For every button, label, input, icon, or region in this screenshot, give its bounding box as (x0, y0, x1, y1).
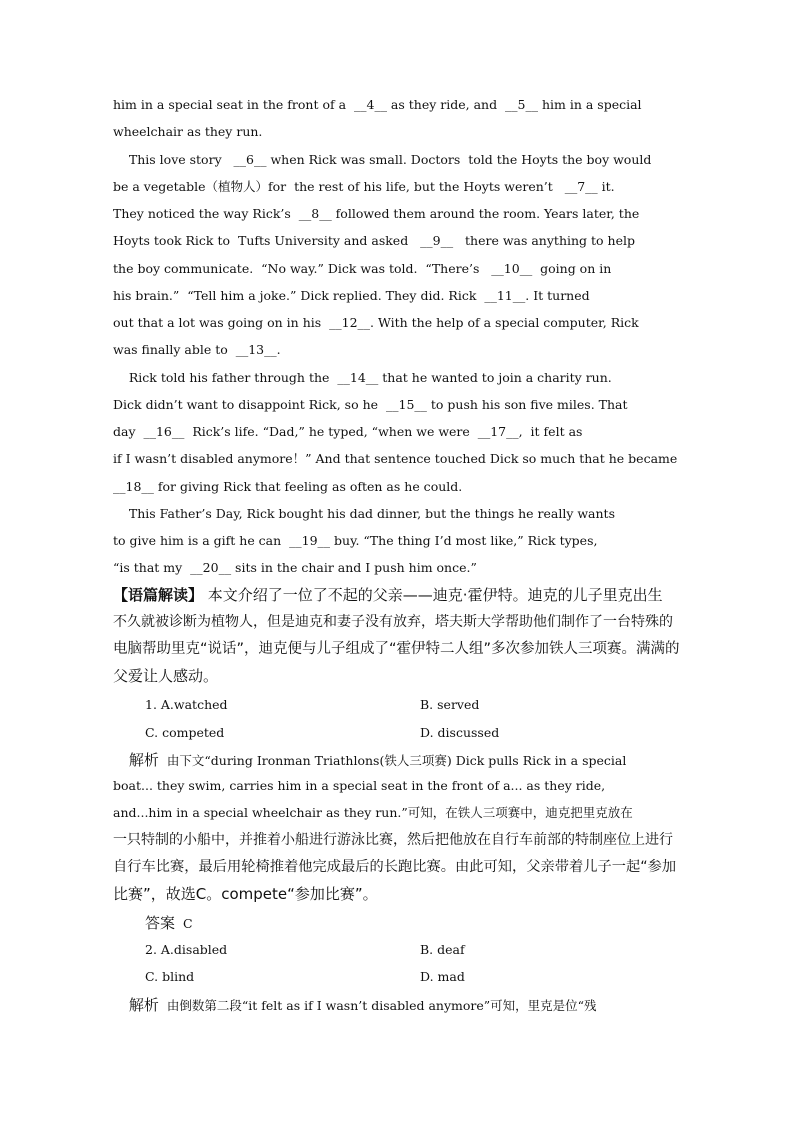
analysis-label: 解析 (128, 751, 159, 769)
passage-line: “is that my __20__ sits in the chair and I push him once.” (113, 560, 477, 575)
analysis-text: 由倒数第二段“it felt as if I wasn’t disabled anymore”可知，里克是位“残 (166, 998, 597, 1013)
passage-line: out that a lot was going on in his __12__. With the help of a special computer, Rick (113, 315, 639, 330)
option-a: 2. A.disabled (145, 942, 228, 957)
passage-line: Rick told his father through the __14__ that he wanted to join a charity run. (113, 370, 612, 385)
passage-line: wheelchair as they run. (113, 124, 263, 139)
answer-label: 答案 (145, 914, 176, 932)
passage-line: the boy communicate. “No way.” Dick was told. “There’s __10__ going on in (113, 261, 612, 276)
passage-line: day __16__ Rick’s life. “Dad,” he typed, “when we were __17__, it felt as (113, 424, 583, 439)
passage-line: be a vegetable（植物人）for the rest of his life, but the Hoyts weren’t __7__ it. (113, 179, 615, 194)
option-b: B. deaf (420, 942, 465, 957)
analysis-line: and...him in a special wheelchair as they run.”可知，在铁人三项赛中，迪克把里克放在 (113, 805, 633, 820)
answer-line (145, 913, 193, 933)
option-d: D. discussed (420, 725, 500, 740)
option-d: D. mad (420, 969, 465, 984)
interpretation-line: 父爱让人感动。 (113, 667, 219, 685)
interpretation-label: 【语篇解读】 (113, 586, 204, 604)
option-c: C. blind (145, 969, 195, 984)
passage-line: __18__ for giving Rick that feeling as often as he could. (113, 479, 463, 494)
interpretation-line: 不久就被诊断为植物人，但是迪克和妻子没有放弃，塔夫斯大学帮助他们制作了一台特殊的 (113, 614, 673, 630)
passage-line: This Father’s Day, Rick bought his dad dinner, but the things he really wants (113, 506, 615, 521)
analysis-line: 自行车比赛，最后用轮椅推着他完成最后的长跑比赛。由此可知，父亲带着儿子一起“参加 (113, 859, 677, 875)
analysis-line: 比赛”，故选C。compete“参加比赛”。 (113, 885, 378, 903)
analysis-line (113, 750, 680, 770)
option-a: 1. A.watched (145, 697, 228, 712)
interpretation-text: 本文介绍了一位了不起的父亲——迪克·霍伊特。迪克的儿子里克出生 (207, 586, 663, 604)
interpretation-line: 电脑帮助里克“说话”，迪克便与儿子组成了“霍伊特二人组”多次参加铁人三项赛。满满的 (113, 641, 680, 657)
passage-line: to give him is a gift he can __19__ buy. “The thing I’d most like,” Rick types, (113, 533, 598, 548)
analysis-line: 一只特制的小船中，并推着小船进行游泳比赛，然后把他放在自行车前部的特制座位上进行 (113, 832, 673, 848)
passage-line: was finally able to __13__. (113, 342, 281, 357)
passage-line: his brain.” “Tell him a joke.” Dick replied. They did. Rick __11__. It turned (113, 288, 590, 303)
passage-line: him in a special seat in the front of a __4__ as they ride, and __5__ him in a special (113, 97, 642, 112)
analysis-text: 由下文“during Ironman Triathlons(铁人三项赛) Dick pulls Rick in a special (166, 753, 627, 768)
passage-line: This love story __6__ when Rick was small. Doctors told the Hoyts the boy would (113, 152, 652, 167)
analysis-label: 解析 (128, 996, 159, 1014)
option-c: C. competed (145, 725, 225, 740)
analysis-line: boat... they swim, carries him in a special seat in the front of a... as they ride, (113, 778, 606, 793)
passage-line: if I wasn’t disabled anymore！” And that sentence touched Dick so much that he became (113, 451, 678, 466)
interpretation-line (113, 585, 680, 605)
passage-line: They noticed the way Rick’s __8__ followed them around the room. Years later, the (113, 206, 640, 221)
answer-value: C (182, 916, 193, 931)
passage-line: Dick didn’t want to disappoint Rick, so he __15__ to push his son five miles. That (113, 397, 628, 412)
passage-line: Hoyts took Rick to Tufts University and asked __9__ there was anything to help (113, 233, 635, 248)
analysis-line (113, 995, 680, 1015)
option-b: B. served (420, 697, 480, 712)
